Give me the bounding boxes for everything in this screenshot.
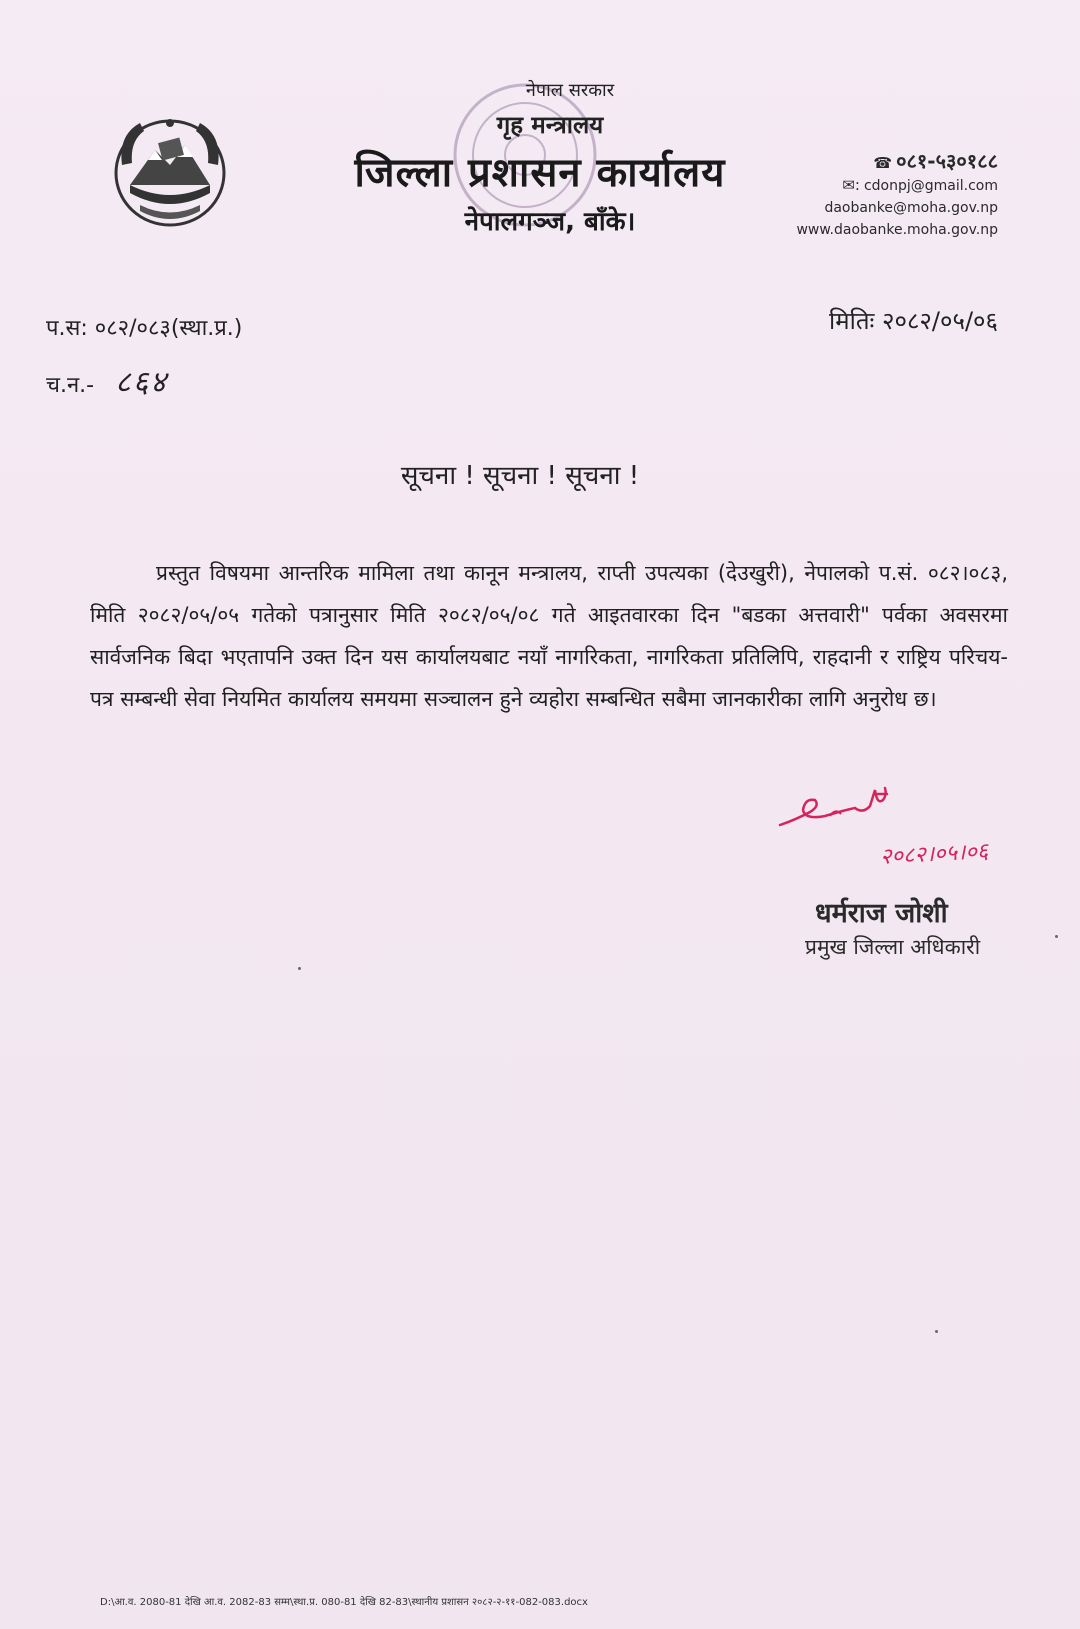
ref-value: ०८२/०८३(स्था.प्र.)	[94, 316, 243, 341]
phone-line	[796, 150, 998, 174]
officer-name: धर्मराज जोशी	[815, 898, 948, 929]
officer-title: प्रमुख जिल्ला अधिकारी	[805, 935, 981, 959]
reference-number	[46, 312, 242, 342]
office-name: जिल्ला प्रशासन कार्यालय	[354, 150, 726, 196]
office-address: नेपालगञ्ज, बाँके।	[464, 207, 636, 237]
phone-number: ०८१-५३०१८८	[896, 149, 998, 173]
chalani-label: च.न.-	[46, 373, 95, 398]
envelope-icon: ✉:	[842, 176, 860, 194]
email2-address: daobanke@moha.gov.np	[824, 200, 998, 216]
contact-block	[796, 150, 998, 241]
notice-body: प्रस्तुत विषयमा आन्तरिक मामिला तथा कानून मन्त्रालय, राप्ती उपत्यका (देउखुरी), नेपालको प.सं. ०८२।०८३, मिति २०८२/०५/०५ गतेको पत्रानुसार मिति २०८२/०५/०८ गते आइतवारका दिन "बडका अत्तवारी" पर्वका अवसरमा सार्वजनिक बिदा भएतापनि उक्त दिन यस कार्यालयबाट नयाँ नागरिकता, नागरिकता प्रतिलिपि, राहदानी र राष्ट्रिय परिचय-पत्र सम्बन्धी सेवा नियमित कार्यालय समयमा सञ्चालन हुने व्यहोरा सम्बन्धित सबैमा जानकारीका लागि अनुरोध छ।	[90, 561, 1008, 711]
email-address: cdonpj@gmail.com	[863, 178, 998, 194]
email-line	[796, 174, 998, 197]
nepal-emblem-icon	[100, 105, 240, 235]
file-path-footer: D:\आ.व. 2080-81 देखि आ.व. 2082-83 सम्म\स्था.प्र. 080-81 देखि 82-83\स्थानीय प्रशासन २०८२-२-११-082-083.docx	[100, 1597, 588, 1608]
signature-date: २०८२।०५।०६	[879, 839, 989, 870]
speck	[935, 1330, 938, 1333]
letter-date	[829, 304, 998, 337]
notice-title: सूचना ! सूचना ! सूचना !	[400, 461, 640, 491]
dispatch-number	[46, 360, 168, 401]
government-name: नेपाल सरकार	[525, 80, 615, 101]
date-label: मितिः	[829, 307, 875, 335]
speck	[298, 967, 301, 970]
speck	[1055, 935, 1058, 938]
ref-label: प.स:	[46, 316, 88, 341]
ministry-name: गृह मन्त्रालय	[496, 111, 604, 139]
website-url: www.daobanke.moha.gov.np	[796, 222, 998, 238]
letterhead	[330, 78, 750, 238]
date-value: २०८२/०५/०६	[881, 307, 998, 335]
telephone-icon: ☎	[873, 154, 893, 172]
chalani-value: ८६४	[115, 365, 168, 400]
